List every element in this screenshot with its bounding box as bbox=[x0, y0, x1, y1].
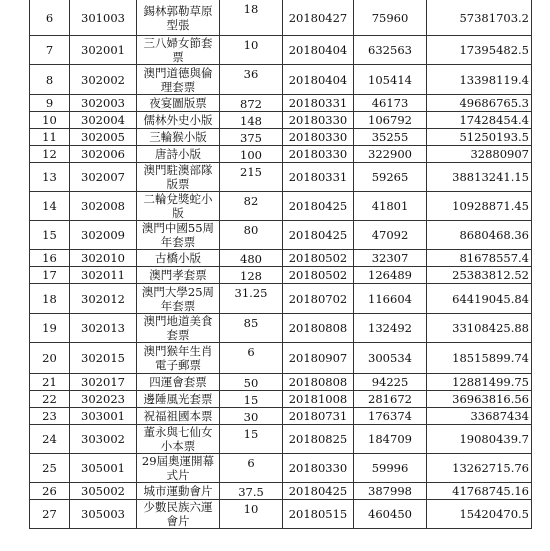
row-index-cell: 22 bbox=[30, 391, 70, 408]
table-row bbox=[30, 374, 532, 391]
quantity-cell: 132492 bbox=[354, 314, 427, 343]
date-cell: 20180731 bbox=[283, 408, 354, 425]
total-amount-cell: 13262715.76 bbox=[427, 454, 532, 483]
unit-price-cell: 85 bbox=[220, 314, 283, 343]
total-amount-cell: 36963816.56 bbox=[427, 391, 532, 408]
quantity-cell: 387998 bbox=[354, 483, 427, 500]
item-code-cell: 302003 bbox=[70, 95, 137, 112]
table-row bbox=[30, 192, 532, 221]
date-cell: 20180330 bbox=[283, 112, 354, 129]
row-index-cell: 16 bbox=[30, 250, 70, 267]
date-cell: 20180330 bbox=[283, 454, 354, 483]
table-row bbox=[30, 65, 532, 95]
item-name-cell: 四運會套票 bbox=[137, 374, 220, 391]
row-index-cell: 7 bbox=[30, 36, 70, 65]
unit-price-cell: 6 bbox=[220, 343, 283, 374]
item-name-cell: 唐詩小版 bbox=[137, 146, 220, 163]
item-name-cell: 澳門地道美食套票 bbox=[137, 314, 220, 343]
total-amount-cell: 10928871.45 bbox=[427, 192, 532, 221]
row-index-cell: 10 bbox=[30, 112, 70, 129]
total-amount-cell: 19080439.7 bbox=[427, 425, 532, 454]
item-code-cell: 303002 bbox=[70, 425, 137, 454]
date-cell: 20181008 bbox=[283, 391, 354, 408]
item-name-cell: 少數民族六運會片 bbox=[137, 500, 220, 529]
item-code-cell: 302002 bbox=[70, 65, 137, 95]
date-cell: 20180502 bbox=[283, 267, 354, 284]
unit-price-cell: 375 bbox=[220, 129, 283, 146]
quantity-cell: 105414 bbox=[354, 65, 427, 95]
table-row bbox=[30, 36, 532, 65]
unit-price-cell: 148 bbox=[220, 112, 283, 129]
quantity-cell: 59996 bbox=[354, 454, 427, 483]
date-cell: 20180427 bbox=[283, 0, 354, 36]
unit-price-cell: 100 bbox=[220, 146, 283, 163]
quantity-cell: 176374 bbox=[354, 408, 427, 425]
unit-price-cell: 128 bbox=[220, 267, 283, 284]
item-name-cell: 三八婦女節套票 bbox=[137, 36, 220, 65]
total-amount-cell: 64419045.84 bbox=[427, 284, 532, 314]
date-cell: 20180808 bbox=[283, 314, 354, 343]
total-amount-cell: 38813241.15 bbox=[427, 163, 532, 192]
row-index-cell: 9 bbox=[30, 95, 70, 112]
quantity-cell: 126489 bbox=[354, 267, 427, 284]
quantity-cell: 116604 bbox=[354, 284, 427, 314]
table-row bbox=[30, 163, 532, 192]
row-index-cell: 26 bbox=[30, 483, 70, 500]
item-name-cell: 古橋小版 bbox=[137, 250, 220, 267]
unit-price-cell: 36 bbox=[220, 65, 283, 95]
total-amount-cell: 17395482.5 bbox=[427, 36, 532, 65]
item-name-cell: 澳門駐澳部隊版票 bbox=[137, 163, 220, 192]
date-cell: 20180808 bbox=[283, 374, 354, 391]
row-index-cell: 17 bbox=[30, 267, 70, 284]
unit-price-cell: 15 bbox=[220, 391, 283, 408]
row-index-cell: 24 bbox=[30, 425, 70, 454]
unit-price-cell: 80 bbox=[220, 221, 283, 250]
date-cell: 20180425 bbox=[283, 483, 354, 500]
unit-price-cell: 15 bbox=[220, 425, 283, 454]
quantity-cell: 281672 bbox=[354, 391, 427, 408]
date-cell: 20180825 bbox=[283, 425, 354, 454]
row-index-cell: 18 bbox=[30, 284, 70, 314]
item-code-cell: 302023 bbox=[70, 391, 137, 408]
item-name-cell: 三輪猴小版 bbox=[137, 129, 220, 146]
total-amount-cell: 33687434 bbox=[427, 408, 532, 425]
date-cell: 20180502 bbox=[283, 250, 354, 267]
item-name-cell: 澳門大學25周年套票 bbox=[137, 284, 220, 314]
total-amount-cell: 41768745.16 bbox=[427, 483, 532, 500]
quantity-cell: 322900 bbox=[354, 146, 427, 163]
total-amount-cell: 32880907 bbox=[427, 146, 532, 163]
table-row bbox=[30, 146, 532, 163]
total-amount-cell: 49686765.3 bbox=[427, 95, 532, 112]
row-index-cell: 20 bbox=[30, 343, 70, 374]
row-index-cell: 13 bbox=[30, 163, 70, 192]
table-row bbox=[30, 391, 532, 408]
table-row bbox=[30, 112, 532, 129]
table-row bbox=[30, 267, 532, 284]
quantity-cell: 106792 bbox=[354, 112, 427, 129]
date-cell: 20180907 bbox=[283, 343, 354, 374]
table-row bbox=[30, 454, 532, 483]
quantity-cell: 35255 bbox=[354, 129, 427, 146]
date-cell: 20180515 bbox=[283, 500, 354, 529]
quantity-cell: 32307 bbox=[354, 250, 427, 267]
unit-price-cell: 215 bbox=[220, 163, 283, 192]
item-code-cell: 302007 bbox=[70, 163, 137, 192]
table-row bbox=[30, 221, 532, 250]
item-name-cell: 澳門中國55周年套票 bbox=[137, 221, 220, 250]
item-name-cell: 澳門猴年生肖電子郵票 bbox=[137, 343, 220, 374]
quantity-cell: 47092 bbox=[354, 221, 427, 250]
table-row bbox=[30, 0, 532, 36]
item-name-cell: 儒林外史小版 bbox=[137, 112, 220, 129]
item-code-cell: 302017 bbox=[70, 374, 137, 391]
item-code-cell: 302012 bbox=[70, 284, 137, 314]
item-code-cell: 302009 bbox=[70, 221, 137, 250]
quantity-cell: 300534 bbox=[354, 343, 427, 374]
stamp-trading-table bbox=[29, 0, 532, 529]
total-amount-cell: 57381703.2 bbox=[427, 0, 532, 36]
total-amount-cell: 17428454.4 bbox=[427, 112, 532, 129]
row-index-cell: 21 bbox=[30, 374, 70, 391]
stamp-trading-table-wrapper bbox=[29, 0, 532, 529]
item-name-cell: 董永與七仙女小本票 bbox=[137, 425, 220, 454]
unit-price-cell: 31.25 bbox=[220, 284, 283, 314]
item-code-cell: 302004 bbox=[70, 112, 137, 129]
date-cell: 20180331 bbox=[283, 95, 354, 112]
date-cell: 20180404 bbox=[283, 36, 354, 65]
row-index-cell: 25 bbox=[30, 454, 70, 483]
table-row bbox=[30, 284, 532, 314]
table-row bbox=[30, 483, 532, 500]
total-amount-cell: 8680468.36 bbox=[427, 221, 532, 250]
table-row bbox=[30, 95, 532, 112]
table-row bbox=[30, 500, 532, 529]
quantity-cell: 632563 bbox=[354, 36, 427, 65]
row-index-cell: 27 bbox=[30, 500, 70, 529]
row-index-cell: 19 bbox=[30, 314, 70, 343]
item-name-cell: 29屆奧運開幕式片 bbox=[137, 454, 220, 483]
date-cell: 20180702 bbox=[283, 284, 354, 314]
item-name-cell: 二輪兌獎蛇小版 bbox=[137, 192, 220, 221]
quantity-cell: 41801 bbox=[354, 192, 427, 221]
row-index-cell: 11 bbox=[30, 129, 70, 146]
item-name-cell: 澳門孝套票 bbox=[137, 267, 220, 284]
item-code-cell: 302011 bbox=[70, 267, 137, 284]
row-index-cell: 12 bbox=[30, 146, 70, 163]
table-row bbox=[30, 408, 532, 425]
item-code-cell: 302008 bbox=[70, 192, 137, 221]
table-body bbox=[30, 0, 532, 529]
total-amount-cell: 51250193.5 bbox=[427, 129, 532, 146]
quantity-cell: 460450 bbox=[354, 500, 427, 529]
row-index-cell: 15 bbox=[30, 221, 70, 250]
table-row bbox=[30, 343, 532, 374]
item-code-cell: 305002 bbox=[70, 483, 137, 500]
row-index-cell: 23 bbox=[30, 408, 70, 425]
item-name-cell: 錫林郭勒草原型張 bbox=[137, 0, 220, 36]
quantity-cell: 94225 bbox=[354, 374, 427, 391]
item-name-cell: 祝福祖國本票 bbox=[137, 408, 220, 425]
date-cell: 20180404 bbox=[283, 65, 354, 95]
date-cell: 20180331 bbox=[283, 163, 354, 192]
row-index-cell: 8 bbox=[30, 65, 70, 95]
item-name-cell: 澳門道德與倫理套票 bbox=[137, 65, 220, 95]
total-amount-cell: 25383812.52 bbox=[427, 267, 532, 284]
item-code-cell: 303001 bbox=[70, 408, 137, 425]
unit-price-cell: 37.5 bbox=[220, 483, 283, 500]
quantity-cell: 59265 bbox=[354, 163, 427, 192]
unit-price-cell: 30 bbox=[220, 408, 283, 425]
unit-price-cell: 10 bbox=[220, 500, 283, 529]
date-cell: 20180330 bbox=[283, 146, 354, 163]
item-name-cell: 邊陲風光套票 bbox=[137, 391, 220, 408]
item-code-cell: 302013 bbox=[70, 314, 137, 343]
date-cell: 20180425 bbox=[283, 192, 354, 221]
total-amount-cell: 18515899.74 bbox=[427, 343, 532, 374]
date-cell: 20180330 bbox=[283, 129, 354, 146]
unit-price-cell: 82 bbox=[220, 192, 283, 221]
table-row bbox=[30, 250, 532, 267]
unit-price-cell: 6 bbox=[220, 454, 283, 483]
item-code-cell: 305003 bbox=[70, 500, 137, 529]
quantity-cell: 75960 bbox=[354, 0, 427, 36]
item-code-cell: 302001 bbox=[70, 36, 137, 65]
item-code-cell: 302015 bbox=[70, 343, 137, 374]
total-amount-cell: 15420470.5 bbox=[427, 500, 532, 529]
item-code-cell: 302005 bbox=[70, 129, 137, 146]
total-amount-cell: 12881499.75 bbox=[427, 374, 532, 391]
table-row bbox=[30, 129, 532, 146]
quantity-cell: 184709 bbox=[354, 425, 427, 454]
item-code-cell: 302010 bbox=[70, 250, 137, 267]
item-code-cell: 305001 bbox=[70, 454, 137, 483]
total-amount-cell: 13398119.4 bbox=[427, 65, 532, 95]
table-row bbox=[30, 314, 532, 343]
table-row bbox=[30, 425, 532, 454]
total-amount-cell: 33108425.88 bbox=[427, 314, 532, 343]
unit-price-cell: 872 bbox=[220, 95, 283, 112]
item-name-cell: 城市運動會片 bbox=[137, 483, 220, 500]
item-code-cell: 302006 bbox=[70, 146, 137, 163]
item-code-cell: 301003 bbox=[70, 0, 137, 36]
quantity-cell: 46173 bbox=[354, 95, 427, 112]
item-name-cell: 夜宴圖版票 bbox=[137, 95, 220, 112]
unit-price-cell: 10 bbox=[220, 36, 283, 65]
unit-price-cell: 18 bbox=[220, 0, 283, 36]
total-amount-cell: 81678557.4 bbox=[427, 250, 532, 267]
unit-price-cell: 50 bbox=[220, 374, 283, 391]
unit-price-cell: 480 bbox=[220, 250, 283, 267]
row-index-cell: 6 bbox=[30, 0, 70, 36]
date-cell: 20180425 bbox=[283, 221, 354, 250]
row-index-cell: 14 bbox=[30, 192, 70, 221]
